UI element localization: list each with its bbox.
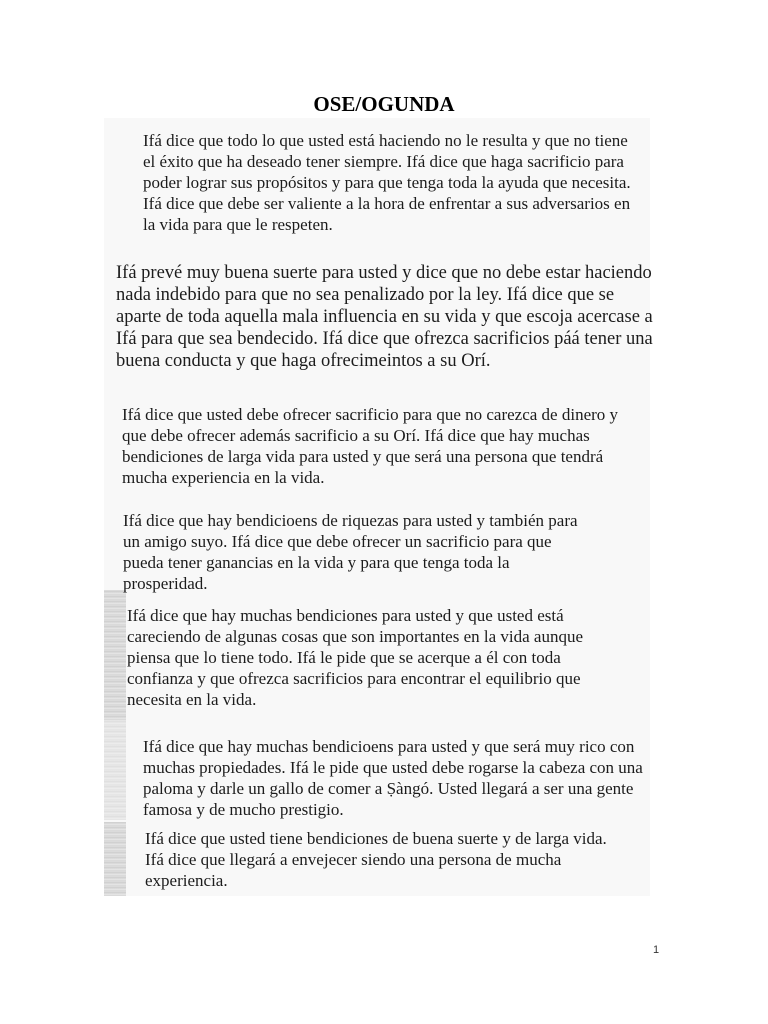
- paragraph-3: Ifá dice que usted debe ofrecer sacrificio para que no carezca de dinero y que debe ofrecer además sacrificio a su Orí. Ifá dice que hay muchas bendiciones de larga vida para usted y que será una persona que tendrá mucha experiencia en la vida.: [122, 405, 619, 487]
- scan-edge-shadow: [104, 720, 126, 820]
- paragraph-2: Ifá prevé muy buena suerte para usted y dice que no debe estar haciendo nada indebido para que no sea penalizado por la ley. Ifá dice que se aparte de toda aquella mala influencia en su vida y que escoja acercase a Ifá para que sea bendecido. Ifá dice que ofrezca sacrificios páá tener una buena conducta y que haga ofrecimeintos a su Orí.: [116, 263, 653, 371]
- paragraph-6: Ifá dice que hay muchas bendicioens para usted y que será muy rico con muchas propiedades. Ifá le pide que usted debe rogarse la cabeza con una paloma y darle un gallo de comer a Ṣàngó. Usted llegará a ser una gente famosa y de mucho prestigio.: [143, 737, 643, 819]
- page-title: OSE/OGUNDA: [313, 92, 455, 116]
- paragraph-1: Ifá dice que todo lo que usted está haciendo no le resulta y que no tiene el éxito que ha deseado tener siempre. Ifá dice que haga sacrificio para poder lograr sus propósitos y para que tenga toda la ayuda que necesita. Ifá dice que debe ser valiente a la hora de enfrentar a sus adversarios en la vida para que le respeten.: [143, 131, 631, 234]
- page-number: 1: [653, 944, 660, 956]
- paragraph-5: Ifá dice que hay muchas bendiciones para usted y que usted está careciendo de algunas cosas que son importantes en la vida aunque piensa que lo tiene todo. Ifá le pide que se acerque a él con toda confianza y que ofrezca sacrificios para encontrar el equilibrio que necesita en la vida.: [127, 606, 584, 709]
- paragraph-7: Ifá dice que usted tiene bendiciones de buena suerte y de larga vida. Ifá dice que llegará a envejecer siendo una persona de mucha experiencia.: [145, 829, 607, 890]
- paragraph-4: Ifá dice que hay bendicioens de riquezas para usted y también para un amigo suyo. Ifá dice que debe ofrecer un sacrificio para que pueda tener ganancias en la vida y para que tenga toda la prosperidad.: [123, 511, 578, 593]
- scan-edge-shadow: [104, 822, 126, 896]
- scan-edge-shadow: [104, 590, 126, 720]
